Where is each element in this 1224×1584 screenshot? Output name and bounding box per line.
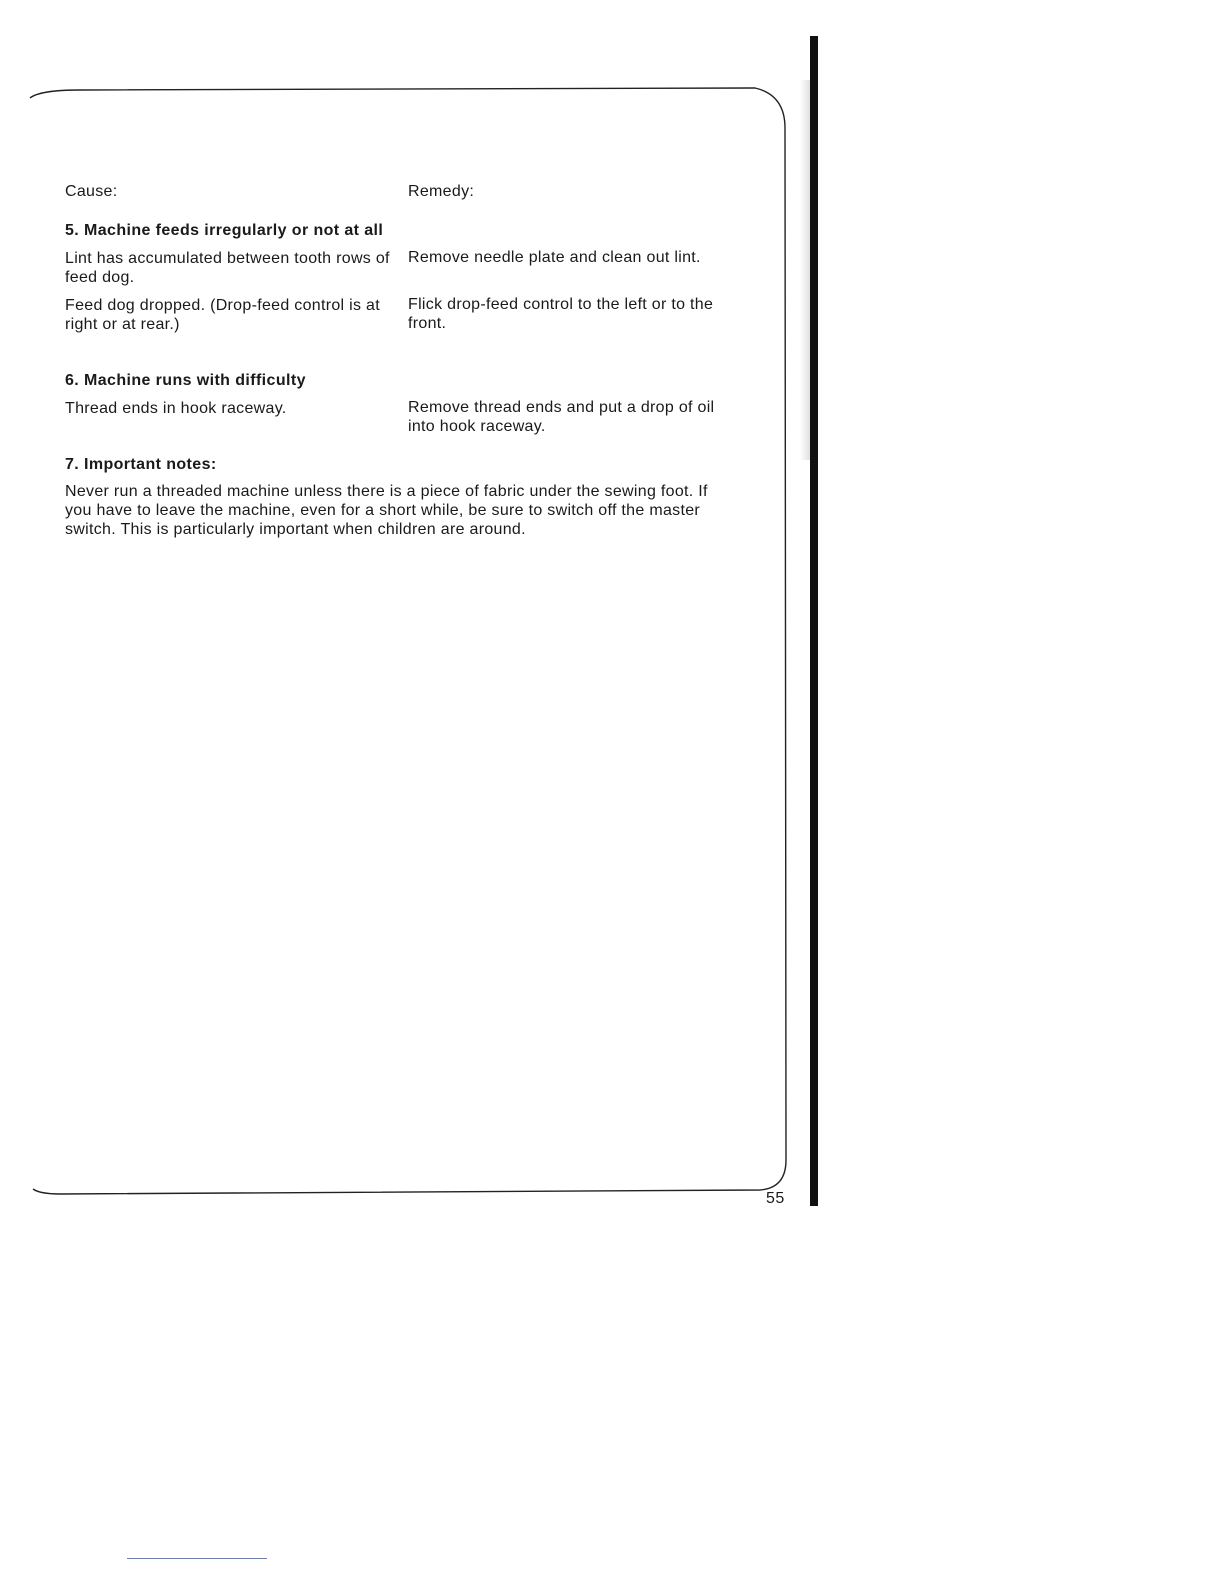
remedy-remove-thread-ends: Remove thread ends and put a drop of oil into hook raceway. (408, 399, 715, 435)
binding-edge (810, 36, 818, 1206)
section-heading-feeds-irregularly: 5. Machine feeds irregularly or not at all (65, 222, 384, 239)
remedy-flick-drop-feed: Flick drop-feed control to the left or to the front. (408, 296, 714, 332)
footer-rule (127, 1558, 267, 1559)
page-number: 55 (766, 1190, 785, 1207)
cause-feed-dog-dropped: Feed dog dropped. (Drop-feed control is at right or at rear.) (65, 297, 380, 333)
cause-column-header: Cause: (65, 183, 118, 200)
binding-shadow (800, 80, 810, 460)
section-heading-runs-with-difficulty: 6. Machine runs with difficulty (65, 372, 306, 389)
important-notes-text: Never run a threaded machine unless there is a piece of fabric under the sewing foot. If you have to leave the machine, even for a short while, be sure to switch off the master switch. This is particularly important when children are around. (65, 483, 708, 538)
cause-lint-accumulated: Lint has accumulated between tooth rows of feed dog. (65, 250, 390, 286)
section-heading-important-notes: 7. Important notes: (65, 456, 217, 473)
cause-thread-ends: Thread ends in hook raceway. (65, 400, 287, 417)
remedy-clean-lint: Remove needle plate and clean out lint. (408, 249, 701, 266)
remedy-column-header: Remedy: (408, 183, 475, 200)
